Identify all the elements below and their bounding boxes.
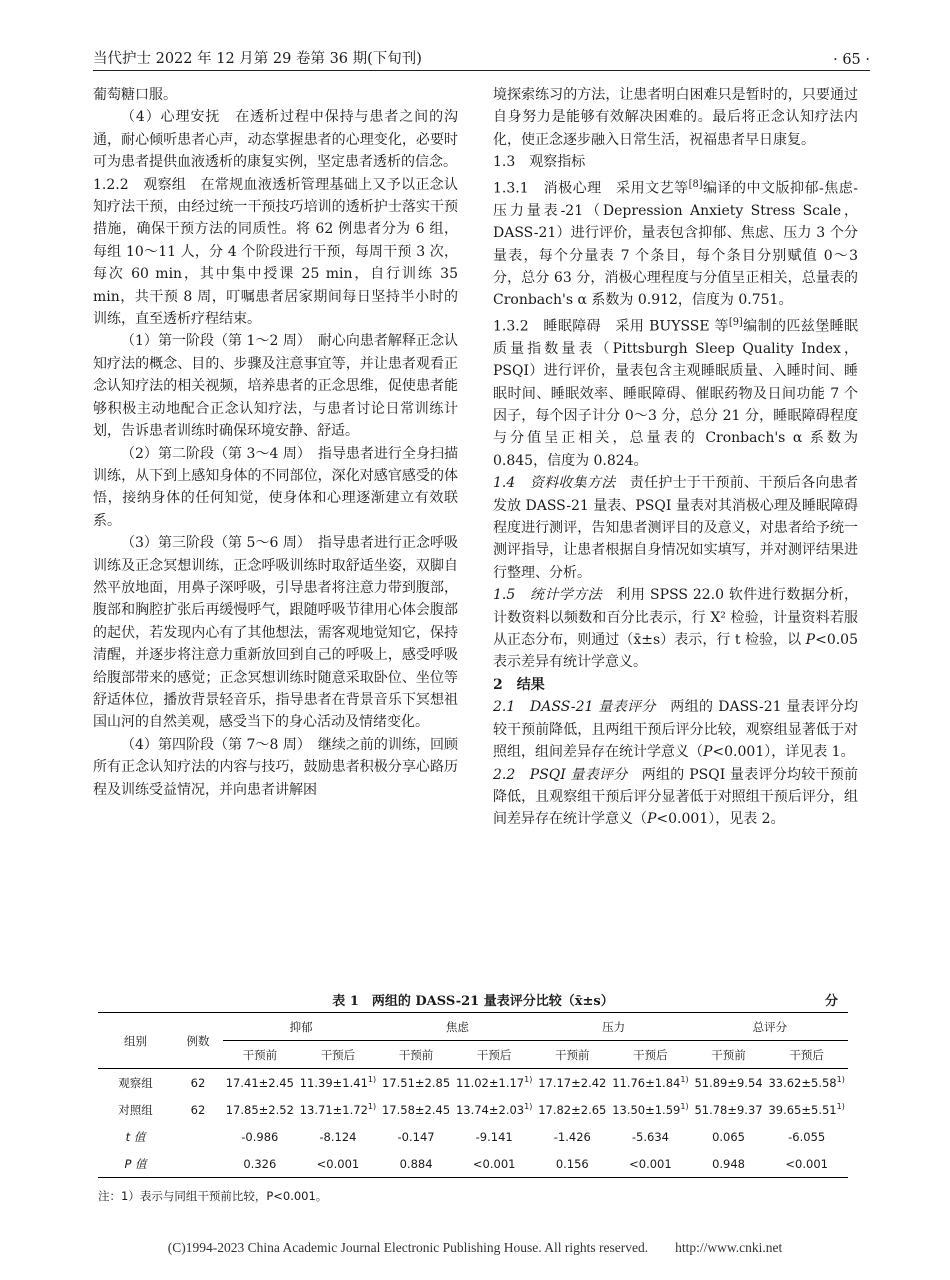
- paragraph: （4）第四阶段（第 7～8 周） 继续之前的训练，回顾所有正念认知疗法的内容与技巧，鼓励患者积极分享心路历程及训练受益情况，并向患者讲解困: [93, 736, 458, 798]
- cell: 17.51±2.85: [381, 1075, 451, 1090]
- cell: -0.147: [397, 1129, 435, 1144]
- cell: 51.89±9.54: [694, 1075, 763, 1090]
- table-row: [98, 1069, 848, 1097]
- header-total: 总评分: [692, 1013, 848, 1041]
- table-caption: [98, 988, 848, 1012]
- subheader-after: 干预后: [765, 1041, 848, 1069]
- text: 责任护士于干预前、干预后各向患者发放 DASS-21 量表、PSQI 量表对其消极心理及睡眠障碍程度进行测评，告知患者测评目的及意义，对患者给予统一测评指导，让患者根据自身情况如实填写，并对测评结果进行整理、分析。: [493, 475, 859, 581]
- paragraph: （1）第一阶段（第 1～2 周） 耐心向患者解释正念认知疗法的概念、目的、步骤及注意事宜等，并让患者观看正念认知疗法的相关视频，培养患者的正念思维，促使患者能够积极主动地配合正念认知疗法，与患者讨论日常训练计划，告诉患者训练时确保环境安静、舒适。: [93, 333, 458, 440]
- subheader-after: 干预后: [453, 1041, 536, 1069]
- cell: 0.065: [712, 1129, 745, 1144]
- table-note: 注：1）表示与同组干预前比较，P<0.001。: [98, 1189, 328, 1203]
- subheader-after: 干预后: [297, 1041, 380, 1069]
- p-symbol: P: [703, 744, 713, 761]
- cell: <0.001: [609, 1150, 692, 1178]
- subheader-before: 干预前: [535, 1041, 609, 1069]
- cell: -5.634: [631, 1129, 669, 1144]
- page-number: · 65 ·: [833, 52, 870, 68]
- marker: 1): [524, 1102, 533, 1112]
- cell: -0.986: [241, 1129, 279, 1144]
- paragraph: 葡萄糖口服。: [93, 87, 177, 103]
- subheading: 2.1 DASS-21 量表评分: [493, 699, 656, 716]
- cell: <0.001: [297, 1150, 380, 1178]
- section-1-3-1: [493, 174, 858, 312]
- cell: 17.17±2.42: [538, 1075, 607, 1090]
- header-stress: 压力: [535, 1013, 691, 1041]
- copyright-footer: (C)1994-2023 China Academic Journal Electronic Publishing House. All rights reserved. http://www.cnki.net: [167, 1240, 783, 1255]
- cell: [173, 1150, 223, 1178]
- row-label: 对照组: [118, 1102, 153, 1117]
- marker: 1): [524, 1075, 533, 1085]
- text: 1.3.1 消极心理 采用文艺等: [493, 180, 689, 197]
- text: <0.05 表示差异有统计学意义。: [493, 632, 858, 671]
- header-depression: 抑郁: [223, 1013, 379, 1041]
- cell: 17.82±2.65: [538, 1102, 607, 1117]
- table-row: [98, 1096, 848, 1123]
- cell: <0.001: [453, 1150, 536, 1178]
- header-anxiety: 焦虑: [379, 1013, 535, 1041]
- journal-title: 当代护士 2022 年 12 月第 29 卷第 36 期(下旬刊): [93, 51, 422, 67]
- section-1-3-2: [493, 312, 858, 473]
- cell: [453, 1096, 536, 1123]
- table-row: [98, 1150, 848, 1178]
- section-1-4: [493, 472, 858, 584]
- citation: [9]: [728, 316, 743, 328]
- marker: 1): [680, 1075, 689, 1085]
- header-rule: [93, 70, 870, 71]
- cell-value: 13.74±2.03: [455, 1102, 525, 1117]
- subheader-before: 干预前: [379, 1041, 453, 1069]
- cell-value: 11.76±1.84: [612, 1075, 681, 1090]
- cell: [173, 1123, 223, 1150]
- section-1-5: [493, 584, 858, 674]
- header-group: 组别: [98, 1013, 173, 1069]
- subheading: 1.5 统计学方法: [493, 587, 603, 604]
- marker: 1): [367, 1102, 377, 1112]
- marker: 1): [836, 1102, 845, 1112]
- p-symbol: P: [647, 811, 657, 828]
- text: 编译的中文版抑郁-焦虑-压力量表-21（Depression Anxiety Stress Scale，DASS-21）进行评价，量表包含抑郁、焦虑、压力 3 个分量表，每个分量表 7 个条目，每个条目分别赋值 0～3 分，总分 63 分，消极心理程度与分值呈正相关，总量表的 Cronbach's α 系数为 0.912，信度为 0.751。: [493, 180, 858, 309]
- row-label: P 值: [98, 1150, 173, 1178]
- right-column: [493, 84, 858, 831]
- cell-value: 13.50±1.59: [612, 1102, 681, 1117]
- table-1: [98, 988, 848, 1204]
- section-heading-2: 2 结果: [493, 676, 545, 693]
- cell: [609, 1096, 692, 1123]
- cell: [765, 1096, 848, 1123]
- citation: [8]: [688, 178, 703, 190]
- cell: 17.85±2.52: [225, 1102, 294, 1117]
- text: 1.3.2 睡眠障碍 采用 BUYSSE 等: [493, 318, 729, 335]
- cell: 17.58±2.45: [381, 1102, 451, 1117]
- subheading: 1.4 资料收集方法: [493, 475, 616, 492]
- section-heading-1-3: 1.3 观察指标: [493, 154, 586, 171]
- header-n: 例数: [173, 1013, 223, 1069]
- cell: -6.055: [788, 1129, 826, 1144]
- table-title: 表 1 两组的 DASS-21 量表评分比较（x̄±s）: [332, 994, 614, 1009]
- cell: 51.78±9.37: [694, 1102, 763, 1117]
- cell: 0.948: [692, 1150, 766, 1178]
- subheader-after: 干预后: [609, 1041, 692, 1069]
- cell: 0.156: [535, 1150, 609, 1178]
- text: 利用 SPSS 22.0 软件进行数据分析，计数资料以频数和百分比表示，行 X² 检验，计量资料若服从正态分布，则通过（x̄±s）表示，行 t 检验，以: [493, 587, 859, 649]
- paragraph: （4）心理安抚 在透析过程中保持与患者之间的沟通，耐心倾听患者心声，动态掌握患者的心理变化，必要时可为患者提供血液透析的康复实例，坚定患者透析的信念。: [93, 109, 458, 171]
- left-column: [93, 84, 458, 801]
- cell: -9.141: [475, 1129, 513, 1144]
- cell-value: 39.65±5.51: [768, 1102, 837, 1117]
- cell: 0.884: [379, 1150, 453, 1178]
- cell: <0.001: [765, 1150, 848, 1178]
- marker: 1): [836, 1075, 845, 1085]
- marker: 1): [680, 1102, 689, 1112]
- cell: -1.426: [553, 1129, 591, 1144]
- subheader-before: 干预前: [223, 1041, 297, 1069]
- text: 编制的匹兹堡睡眠质量指数量表（Pittsburgh Sleep Quality Index，PSQI）进行评价，量表包含主观睡眠质量、入睡时间、睡眠时间、睡眠效率、睡眠障碍、催眠药物及日间功能 7 个因子，每个因子计分 0～3 分，总分 21 分，睡眠障碍程度与分值呈正相关，总量表的 Cronbach's α 系数为 0.845，信度为 0.824。: [493, 318, 859, 469]
- subheading: 2.2 PSQI 量表评分: [493, 766, 628, 783]
- row-label: 观察组: [118, 1075, 153, 1090]
- text: 两组的 DASS-21 量表评分均较干预前降低，且两组干预后评分比较，观察组显著低于对照组，组间差异存在统计学意义（: [493, 699, 858, 761]
- cell-value: 33.62±5.58: [768, 1075, 837, 1090]
- cell-value: 13.71±1.72: [299, 1102, 368, 1117]
- text: 两组的 PSQI 量表评分均较干预前降低，且观察组干预后评分显著低于对照组干预后评分，组间差异存在统计学意义（: [493, 766, 858, 828]
- row-label: t 值: [125, 1129, 146, 1144]
- cell: 17.41±2.45: [225, 1075, 294, 1090]
- cell: [765, 1069, 848, 1097]
- table-row: [98, 1123, 848, 1150]
- marker: 1): [367, 1075, 377, 1085]
- table-unit: 分: [824, 994, 838, 1009]
- p-symbol: P: [805, 632, 816, 649]
- section-2-1: [493, 696, 858, 763]
- cell: 62: [190, 1075, 206, 1090]
- paragraph: 境探索练习的方法，让患者明白困难只是暂时的，只要通过自身努力是能够有效解决困难的。最后将正念认知疗法内化，使正念逐步融入日常生活，祝福患者早日康复。: [493, 87, 858, 148]
- data-table: [98, 1012, 848, 1178]
- cell: 0.326: [223, 1150, 297, 1178]
- cell-value: 11.02±1.17: [455, 1075, 525, 1090]
- cell: -8.124: [319, 1129, 357, 1144]
- text: <0.001），见表 2。: [656, 811, 785, 828]
- cell: [453, 1069, 536, 1097]
- text: <0.001），详见表 1。: [712, 744, 855, 761]
- running-header: [93, 38, 870, 68]
- paragraph: （2）第二阶段（第 3～4 周） 指导患者进行全身扫描训练，从下到上感知身体的不同部位，深化对感官感受的体悟，接纳身体的任何知觉，使身体和心理逐渐建立有效联系。: [93, 445, 458, 529]
- cell: [609, 1069, 692, 1097]
- subheader-before: 干预前: [692, 1041, 766, 1069]
- section-2-2: [493, 764, 858, 831]
- section-1-2-2: 1.2.2 观察组 在常规血液透析管理基础上又予以正念认知疗法干预，由经过统一干预技巧培训的透析护士落实干预措施，确保干预方法的同质性。将 62 例患者分为 6 组，每组 10～11 人，分 4 个阶段进行干预，每周干预 3 次，每次 60 min，其中集中授课 25 min，自行训练 35 min，共干预 8 周，叮嘱患者居家期间每日坚持半小时的训练，直至透析疗程结束。: [93, 176, 458, 328]
- cell-value: 11.39±1.41: [299, 1075, 368, 1090]
- cell: 62: [190, 1102, 206, 1117]
- cell: [297, 1069, 380, 1097]
- paragraph: （3）第三阶段（第 5～6 周） 指导患者进行正念呼吸训练及正念冥想训练，正念呼吸训练时取舒适坐姿，双脚自然平放地面，用鼻子深呼吸，引导患者将注意力带到腹部，腹部和胸腔扩张后再缓慢呼气，跟随呼吸节律用心体会腹部的起伏，若发现内心有了其他想法，需客观地觉知它，保持清醒，并逐步将注意力重新放回到自己的呼吸上，感受呼吸给腹部带来的感觉；正念冥想训练时随意采取卧位、坐位等舒适体位，播放背景轻音乐，指导患者在背景音乐下冥想祖国山河的自然美观，感受当下的身心活动及情绪变化。: [93, 535, 458, 731]
- cell: [297, 1096, 380, 1123]
